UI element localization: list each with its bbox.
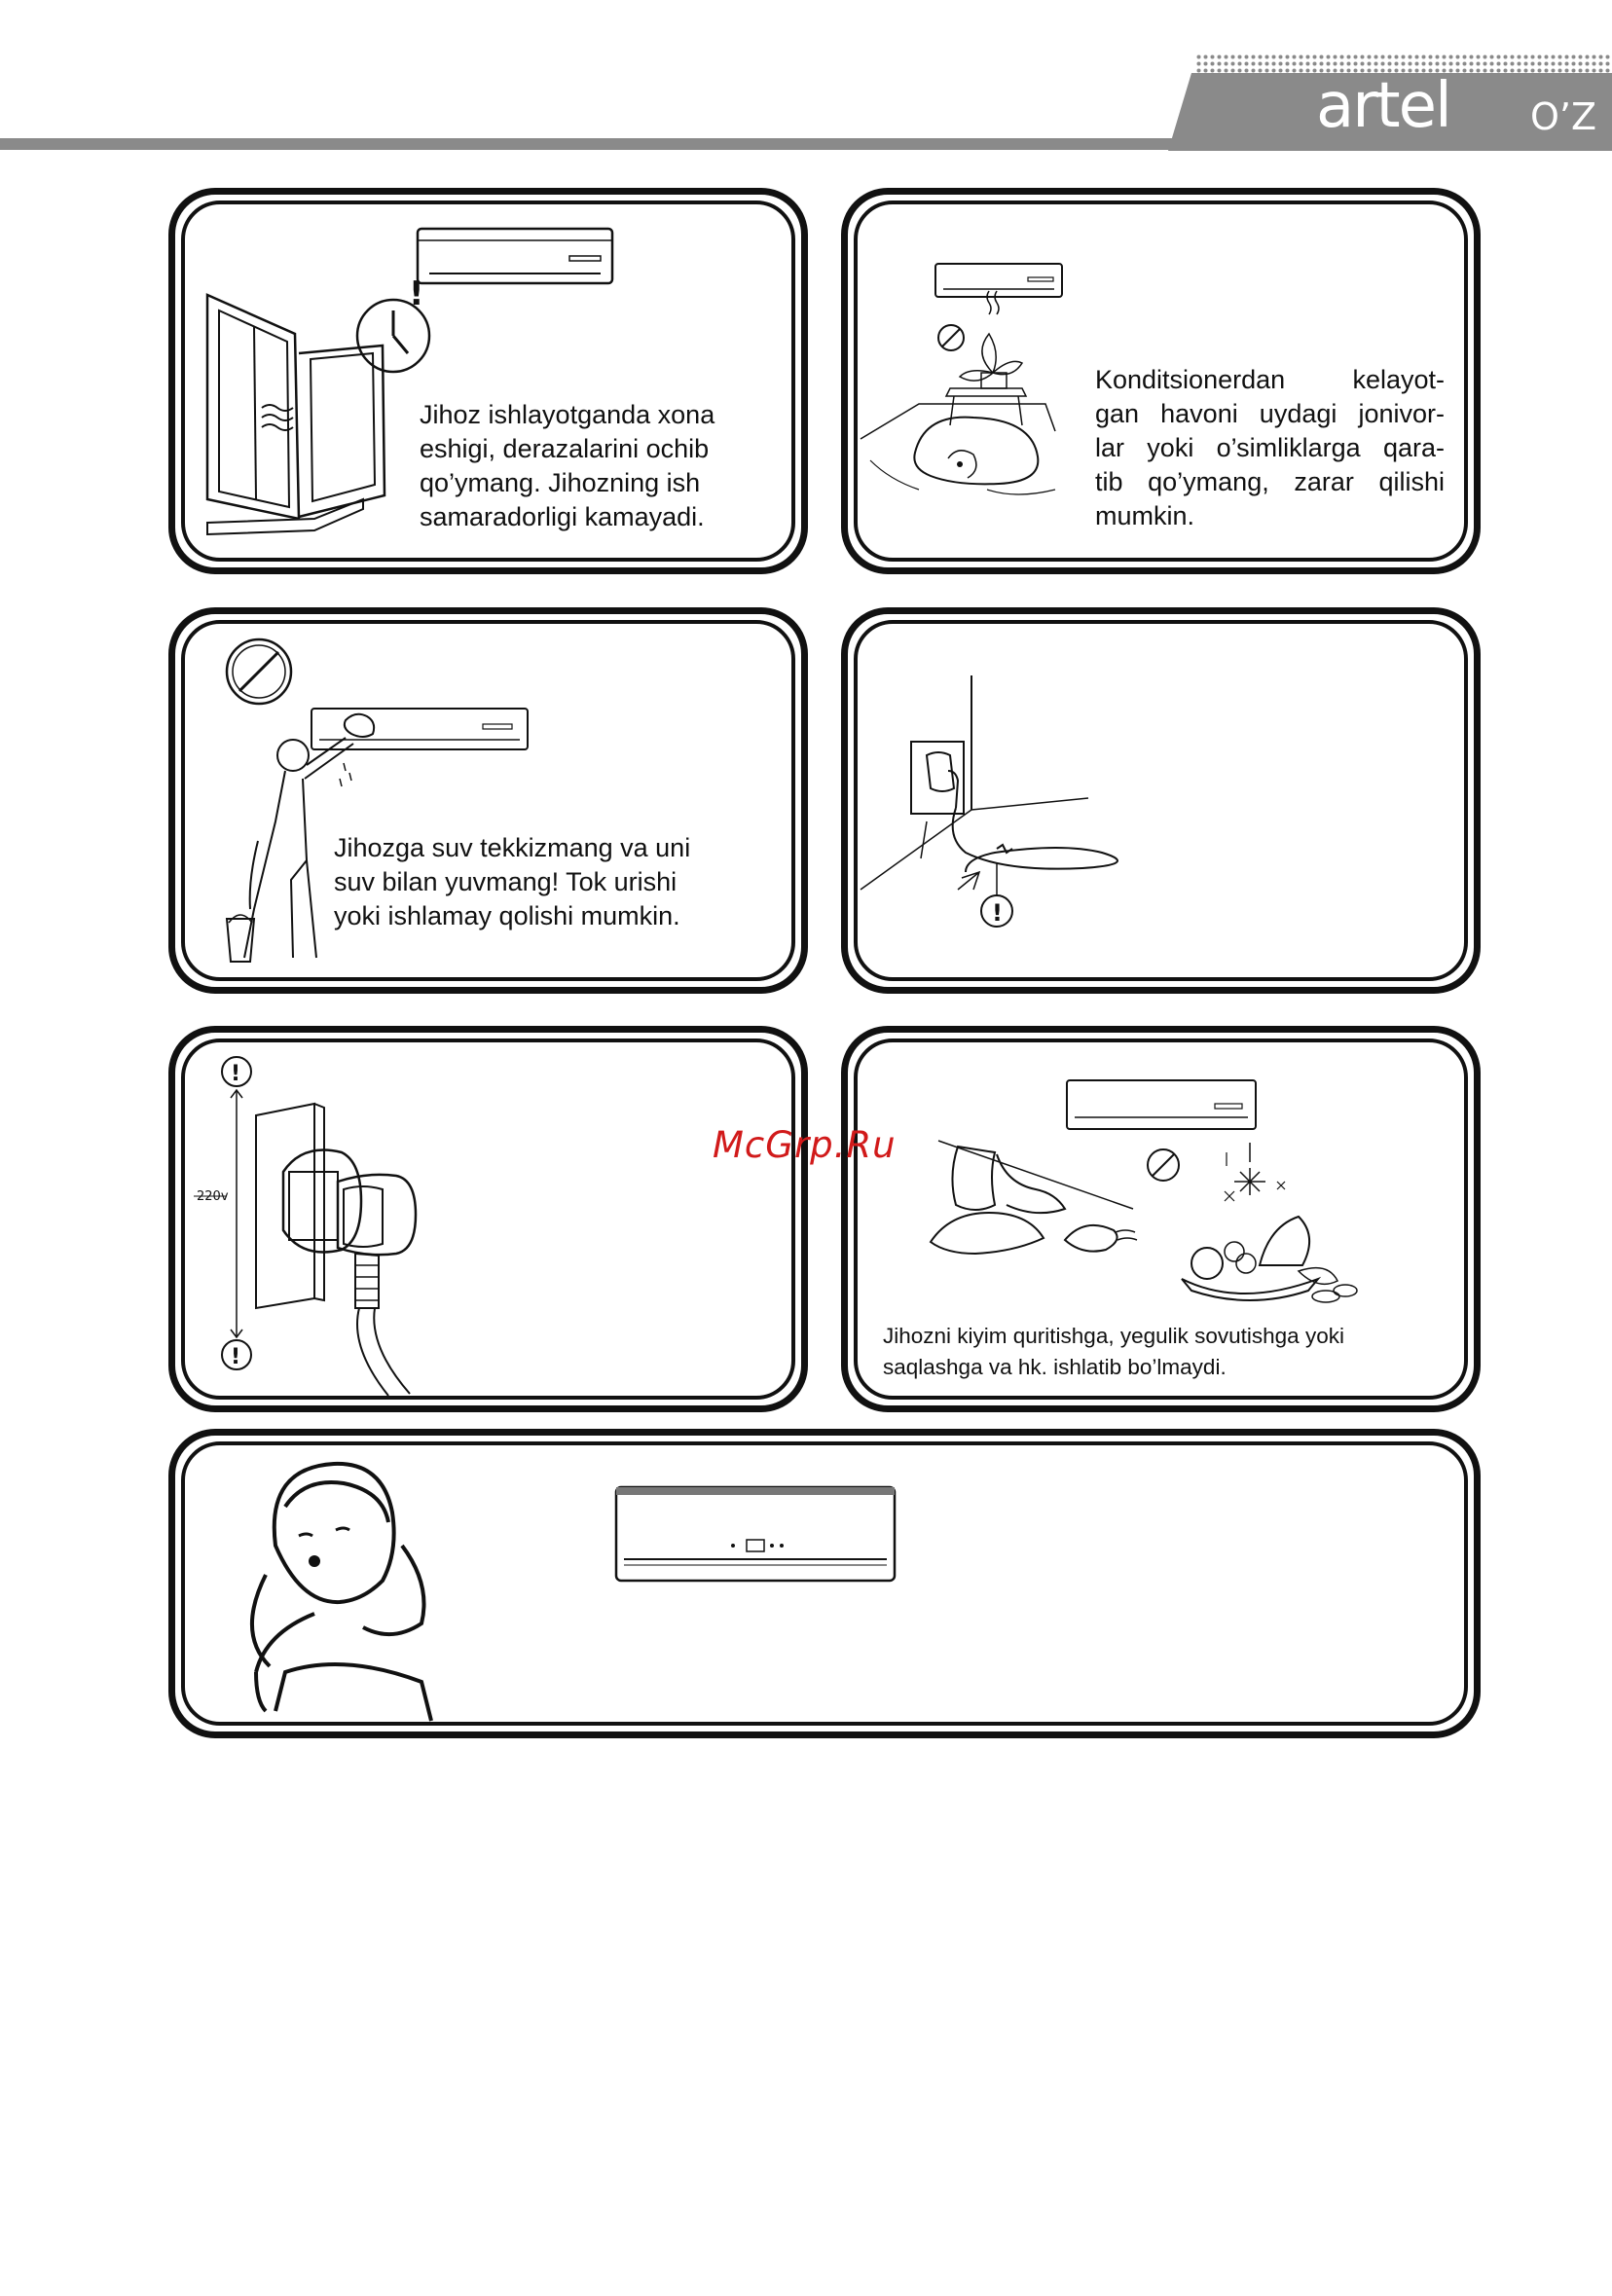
text-line: lar yoki o’simliklarga qara- <box>1095 433 1445 462</box>
panel-cable <box>841 607 1481 994</box>
brand-logo: artel <box>1316 70 1450 142</box>
svg-text:!: ! <box>231 1345 241 1369</box>
person-and-air-conditioner-illustration <box>168 1429 1481 1738</box>
panel-water <box>168 607 808 994</box>
text-line: gan havoni uydagi jonivor- <box>1095 399 1445 428</box>
washing-unit-illustration <box>168 607 808 994</box>
text-line: Jihozni kiyim quritishga, yegulik sovutishga yoki <box>883 1324 1344 1348</box>
text-line: Jihozga suv tekkizmang va uni <box>334 833 691 862</box>
panel-plants-pets <box>841 188 1481 574</box>
plug-voltage-illustration <box>168 1026 808 1412</box>
text-line: yoki ishlamay qolishi mumkin. <box>334 901 680 930</box>
panel-voltage <box>168 1026 808 1412</box>
svg-text:!: ! <box>231 1062 241 1086</box>
voltage-label: 220v <box>197 1189 229 1204</box>
text-line: qo’ymang. Jihozning ish <box>420 468 701 497</box>
panel-drying-food <box>841 1026 1481 1412</box>
text-line: eshigi, derazalarini ochib <box>420 434 710 463</box>
text-line: Jihoz ishlayotganda xona <box>420 400 715 429</box>
watermark: McGrp.Ru <box>713 1124 897 1166</box>
text-line: samaradorligi kamayadi. <box>420 502 705 531</box>
panel-wide <box>168 1429 1481 1738</box>
text-line: tib qo’ymang, zarar qilishi <box>1095 467 1445 496</box>
text-line: mumkin. <box>1095 501 1195 530</box>
text-line: suv bilan yuvmang! Tok urishi <box>334 867 678 896</box>
svg-text:!: ! <box>992 899 1003 927</box>
svg-text:!: ! <box>409 274 424 313</box>
language-code: O’Z <box>1530 95 1597 138</box>
text-line: saqlashga va hk. ishlatib bo’lmaydi. <box>883 1355 1227 1379</box>
text-line: Konditsionerdan kelayot- <box>1095 365 1445 394</box>
damaged-cable-illustration <box>841 607 1481 994</box>
panel-windows <box>168 188 808 574</box>
